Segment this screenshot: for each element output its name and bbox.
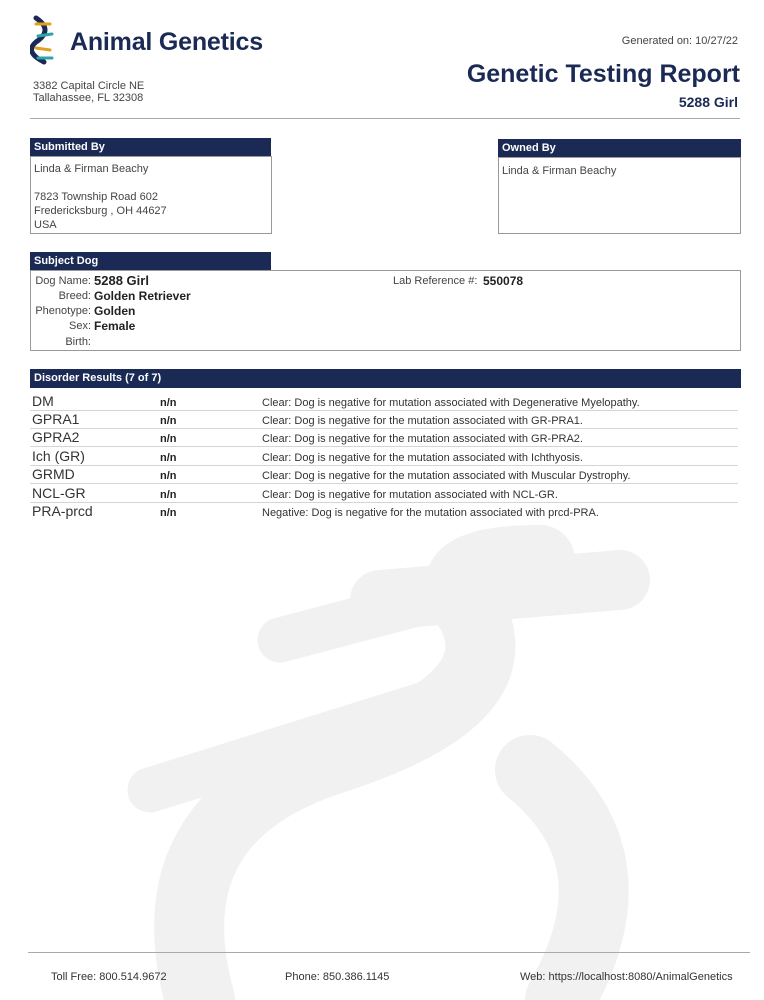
report-subject: 5288 Girl xyxy=(678,94,738,110)
sex-value: Female xyxy=(94,319,136,333)
disorder-results-heading: Disorder Results (7 of 7) xyxy=(30,369,741,388)
owned-by-heading: Owned By xyxy=(498,139,741,157)
sex-label: Sex: xyxy=(68,320,91,332)
genotype: n/n xyxy=(160,489,177,501)
result-description: Clear: Dog is negative for the mutation associated with Ichthyosis. xyxy=(262,452,583,464)
genotype: n/n xyxy=(160,470,177,482)
submitter-name: Linda & Firman Beachy xyxy=(34,163,149,175)
disorder-name: Ich (GR) xyxy=(32,448,85,464)
result-row xyxy=(30,502,738,520)
disorder-name: GPRA1 xyxy=(32,411,80,427)
lab-reference-label: Lab Reference #: xyxy=(393,275,478,287)
genotype: n/n xyxy=(160,397,177,409)
result-description: Clear: Dog is negative for the mutation associated with GR-PRA2. xyxy=(262,433,583,445)
disorder-name: NCL-GR xyxy=(32,485,86,501)
owned-by-box xyxy=(498,157,741,234)
result-description: Clear: Dog is negative for mutation associated with NCL-GR. xyxy=(262,489,558,501)
disorder-name: PRA-prcd xyxy=(32,503,93,519)
disorder-name: GPRA2 xyxy=(32,429,80,445)
lab-reference-value: 550078 xyxy=(483,274,524,288)
company-address-line1: 3382 Capital Circle NE xyxy=(33,80,145,92)
submitter-country: USA xyxy=(34,219,57,231)
result-row xyxy=(30,447,738,466)
subject-dog-box xyxy=(30,270,741,351)
dog-name-label: Dog Name: xyxy=(35,275,91,287)
submitted-by-box xyxy=(30,156,272,234)
phenotype-value: Golden xyxy=(94,304,136,318)
footer-web: Web: https://localhost:8080/AnimalGenetics xyxy=(520,971,733,983)
genotype: n/n xyxy=(160,433,177,445)
result-row xyxy=(30,465,738,484)
genotype: n/n xyxy=(160,452,177,464)
disorder-name: DM xyxy=(32,393,54,409)
result-row xyxy=(30,428,738,447)
genotype: n/n xyxy=(160,415,177,427)
footer-toll-free: Toll Free: 800.514.9672 xyxy=(51,971,167,983)
breed-value: Golden Retriever xyxy=(94,289,191,303)
brand-name: Animal Genetics xyxy=(70,28,263,56)
header-divider xyxy=(30,118,740,119)
result-description: Negative: Dog is negative for the mutation associated with prcd-PRA. xyxy=(262,507,599,519)
submitter-city: Fredericksburg , OH 44627 xyxy=(34,205,167,217)
dna-logo-icon xyxy=(30,14,58,66)
submitter-street: 7823 Township Road 602 xyxy=(34,191,158,203)
result-description: Clear: Dog is negative for the mutation associated with GR-PRA1. xyxy=(262,415,583,427)
dog-name-value: 5288 Girl xyxy=(94,273,149,288)
result-description: Clear: Dog is negative for mutation associated with Degenerative Myelopathy. xyxy=(262,397,640,409)
result-row xyxy=(30,410,738,429)
report-title: Genetic Testing Report xyxy=(466,60,740,88)
footer-phone: Phone: 850.386.1145 xyxy=(285,971,390,983)
disorder-name: GRMD xyxy=(32,466,75,482)
subject-dog-heading: Subject Dog xyxy=(30,252,271,270)
result-row xyxy=(30,484,738,503)
phenotype-label: Phenotype: xyxy=(35,305,91,317)
company-address-line2: Tallahassee, FL 32308 xyxy=(33,92,144,104)
result-row xyxy=(30,392,738,411)
birth-label: Birth: xyxy=(65,336,91,348)
owner-name: Linda & Firman Beachy xyxy=(502,165,617,177)
footer-divider xyxy=(28,952,750,953)
genotype: n/n xyxy=(160,507,177,519)
breed-label: Breed: xyxy=(58,290,91,302)
result-description: Clear: Dog is negative for the mutation associated with Muscular Dystrophy. xyxy=(262,470,631,482)
generated-date: Generated on: 10/27/22 xyxy=(621,35,738,47)
submitted-by-heading: Submitted By xyxy=(30,138,271,156)
